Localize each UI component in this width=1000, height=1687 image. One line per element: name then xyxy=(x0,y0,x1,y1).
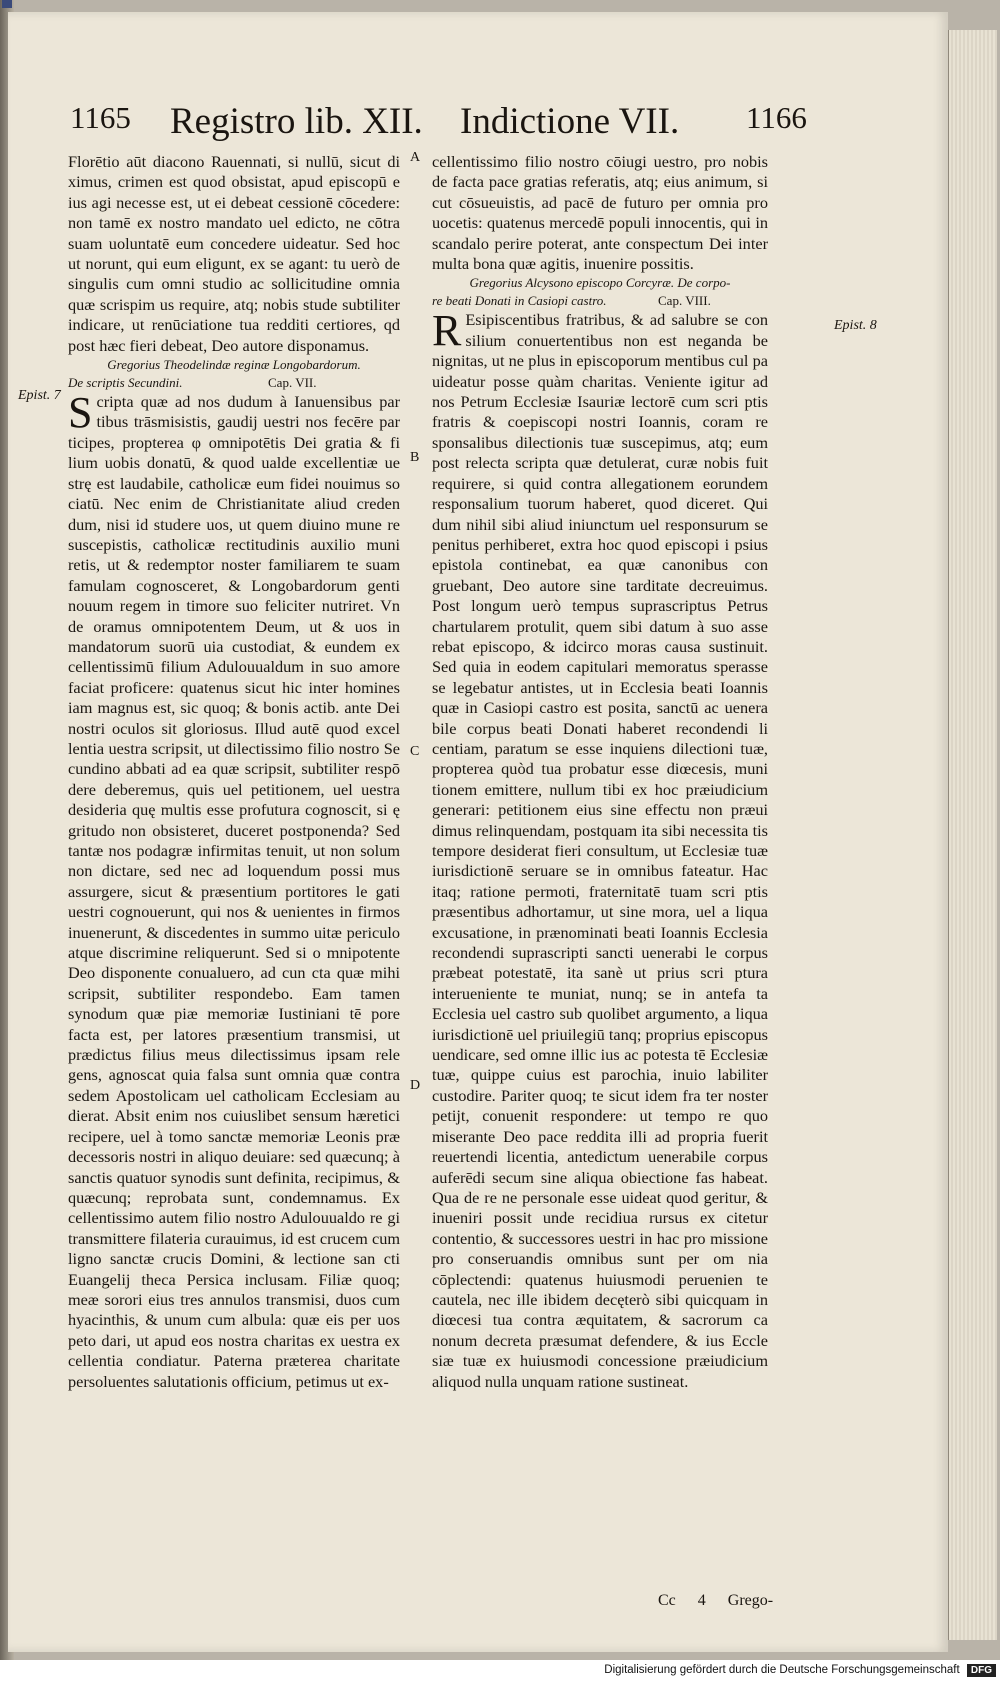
left-body: cripta quæ ad nos dudum à Ianuensibus par tibus trāsmisistis, gaudij uestri nos fecēre par ticipes, propterea φ omnipotētis Dei gratia & fi lium uobis donatū, & quod ualde excellentiæ ue strę est laudabile, catholicæ eum fidei nouimus so ciatū. Nec enim de Christianitate aliud creden dum, nisi id studere uos, ut quem diuino mune re suscepistis, catholicæ rectitudinis auxilio muni retis, ut & redemptor noster familiarem te suam famulam cognosceret, & Longobardorum genti nouum regem in timore suo feliciter nutriret. Vn de oramus omnipotentem Deum, ut & uos in mandatorum suorū uia custodiat, & eundem ex cellentissimū filium Adulouualdum in suo amore faciat proficere: quatenus sicut hic inter homines iam magnus est, sic quoq; & bonis actib. ante Dei nostri oculos sit gloriosus. Illud autē quod excel lentia uestra scripsit, ut dilectissimo filio nostro Se cundino abbati ad ea quæ scripsit, subtiliter respō dere deberemus, quis uel petitionem, uel uestra desideria quę multis esse profutura cognoscit, si ę gritudo non obsisteret, duceret postponenda? Sed tantæ nos podagræ infirmitas tenuit, ut non solum non dictare, sed nec ad loquendum possi mus assurgere, sicut & præsentium portitores le gati uestri cognouerunt, qui nos & uenientes in firmos inuenerunt, & discedentes in summo uitæ periculo atque discrimine reliquerunt. Sed si o mnipotente Deo disponente conualuero, ad cun cta quæ mihi scripsit, subtiliter respondebo. Eam tamen synodum quæ piæ memoriæ Iustiniani tē pore facta est, per latores præsentium transmisi, ut prædictus filius meus dilectissimus ipsam rele gens, agnoscat quia falsa sunt omnia quæ contra sedem Apostolicam uel catholicam Ecclesiam au dierat. Absit enim nos cuiuslibet sensum hæretici recipere, uel à tomo sanctæ memoriæ Leonis præ decessoris nostri in aliquo deuiare: sed quæcunq; à sanctis quatuor synodis sunt definita, recipimus, & quæcunq; reprobata sunt, condemnamus. Ex cellentissimo autem filio nostro Adulouualdo re gi transmittere filateria curauimus, id est crucem cum ligno sanctæ crucis Domini, & lectione san cti Euangelij theca Persica inclusam. Filiæ quoq; meæ sorori eius tres annulos transmisi, duos cum hyacinthis, & unum cum albula: quæ eis per uos peto dari, ut apud eos nostra charitas ex uestra ex cellentia condiatur. Paterna præterea charitate persoluentes salutationis officium, petimus ut ex- xyxy=(68,392,400,1391)
right-heading-main: Gregorius Alcysono episcopo Corcyræ. xyxy=(469,275,675,291)
right-body-text xyxy=(432,306,768,1392)
left-body-text xyxy=(68,388,400,1392)
left-column xyxy=(68,152,400,1392)
running-title-left: Registro lib. XII. xyxy=(170,101,423,142)
digitization-credit xyxy=(0,1664,996,1684)
credit-text: Digitalisierung gefördert durch die Deutsche Forschungsgemeinschaft xyxy=(604,1664,960,1676)
page-number-left: 1165 xyxy=(70,100,131,135)
right-heading-suffix: De corpo- xyxy=(677,275,731,291)
margin-note-epist-7: Epist. 7 xyxy=(18,388,61,403)
right-subheading: re beati Donati in Casiopi castro. xyxy=(432,293,607,309)
left-letter-heading: Gregorius Theodelindæ reginæ Longobardorum. xyxy=(107,357,361,373)
left-intro-text: Florētio aūt diacono Rauennati, si nullū, sicut di ximus, crimen est quod obsistat, apud episcopū e ius agi necesse est, ut ei debeat cessionē cōcedere: non tamē ex nostro mandato uel edicto, ne cōtra suam uoluntatē eum concedere uideatur. Sed hoc ut norunt, qui eum eligunt, ex se agant: tu uerò de singulis cum omni studio ac sollicitudine omnia quæ scrispim us require, atq; nobis stude subtiliter indicare, ut renūciatione tua redditi certiores, qd post hæc fieri debeat, Deo autore disponamus. xyxy=(68,152,400,355)
page-number-right: 1166 xyxy=(746,100,807,135)
running-header xyxy=(70,100,840,150)
left-chapter-number: Cap. VII. xyxy=(268,375,317,391)
margin-letter-c: C xyxy=(410,744,420,759)
page-edges xyxy=(948,30,997,1640)
margin-letter-d: D xyxy=(410,1078,421,1093)
left-subheading-row xyxy=(68,374,400,392)
margin-letter-b: B xyxy=(410,450,420,465)
margin-note-epist-8: Epist. 8 xyxy=(834,318,877,333)
left-subheading: De scriptis Secundini. xyxy=(68,375,183,391)
right-letter-heading xyxy=(432,274,768,292)
signature-number: 4 xyxy=(697,1592,706,1609)
right-dropcap: R xyxy=(432,306,462,356)
right-body: Esipiscentibus fratribus, & ad salubre se con silium conuertentibus non est neganda be nignitas, ut ne plus in episcoporum mentibus cul pa uideatur posse quàm charitas. Veniente igitur ad nos Petrum Ecclesiæ Isauriæ lectorē cum scri ptis fratris & coepiscopi nostri Ioannis, coram re sponsalibus dilectionis tuæ suscepimus, atq; eum post relecta scripta quæ detulerat, curæ nobis fuit requirere, si quid contra allegationem eorundem responsalium tuorum haberet, quod diceret. Qui dum nihil sibi aliud iniunctum uel responsurum se penitus perhiberet, extra hoc quod episcopi i psius epistola continebat, ea quæ canonibus con gruebant, Deo autore sine tarditate decreuimus. Post longum uerò tempus suprascriptus Petrus chartularem protulit, quem sibi datum à suo asse rebat episcopo, & idcirco moras causa sustinuit. Sed quia in eodem capitulari memoratus sperasse se legebatur antistes, ut in Ecclesia beati Ioannis quæ in Casiopi castro est posita, sanctū ac uenera bile corpus beati Donati haberet recondendi li centiam, paratum se esse inquiens dilectioni tuæ, propterea quòd tua probatur esse diœcesis, muni tionem emittere, nullum tibi ex hoc præiudicium generari: petitionem eius sine effectu non præui dimus relinquendam, postquam ita sibi necessita tis tempore desiderat fieri consultum, ut Ecclesiæ tuæ iurisdictionē seruare se in omnibus fateatur. Hac itaq; ratione permoti, fraternitatē tuam scri ptis præsentibus adhortamur, ut sine mora, uel a liqua excusatione, in prænominati beati Ioannis Ecclesia recondendi suprascripti sancti uenerabi le corpus præbeat potestatē, ita sanè ut prius scri ptura interueniente te muniat, nunq; se in antefa ta Ecclesia uel castro sub quolibet argumento, a liqua iurisdictionē uel priuilegiū tanq; proprius episcopus uendicare, sed omne illic ius ac potesta tē Ecclesiæ tuæ, quippe cuius est parochia, inuio labiliter custodire. Pariter quoq; te sicut idem fra ter noster petijt, conuenit respondere: ut tempo re quo miserante Deo pace reddita illi ad propria fuerit reuertendi licentia, antedictum uenerabile corpus auferēdi secum sine aliqua obiectione fas habeat. Qua de re ne personale esse uideat quod geritur, & inueniri possit unde recidiua rursus ex citetur contentio, & successores uestri in hac pro missione pro conseruandis omnibus sunt per om nia cōplectendi: quatenus huiusmodi peruenien te cautela, nec ille ibidem decęterò sibi quicquam in diœcesi tua contra æquitatem, & sacrorum ca nonum decreta præsumat defendere, & ius Eccle siæ tuæ ex huiusmodi concessione præiudicium aliquod nulla unquam ratione sustineat. xyxy=(432,310,768,1391)
right-chapter-number: Cap. VIII. xyxy=(658,293,711,309)
running-title-right: Indictione VII. xyxy=(460,101,680,142)
right-intro-text: cellentissimo filio nostro cōiugi uestro, pro nobis de facta pace gratias referatis, atq; eius animum, si cut cōsueuistis, ad pacē de futuro per omnia pro uocetis: quatenus mercedē populi innocentis, qui in scandalo perire poterat, ante conspectum Dei inter multa bona quæ agitis, inuenire possitis. xyxy=(432,152,768,274)
bookmark-tab xyxy=(2,0,12,8)
margin-letter-a: A xyxy=(410,150,421,165)
page-footer xyxy=(658,1592,828,1610)
right-subheading-row xyxy=(432,292,768,310)
signature-mark: Cc xyxy=(658,1592,676,1609)
left-dropcap: S xyxy=(68,388,93,438)
right-column xyxy=(432,152,768,1392)
dfg-logo: DFG xyxy=(967,1664,996,1677)
catchword: Grego- xyxy=(727,1592,774,1609)
